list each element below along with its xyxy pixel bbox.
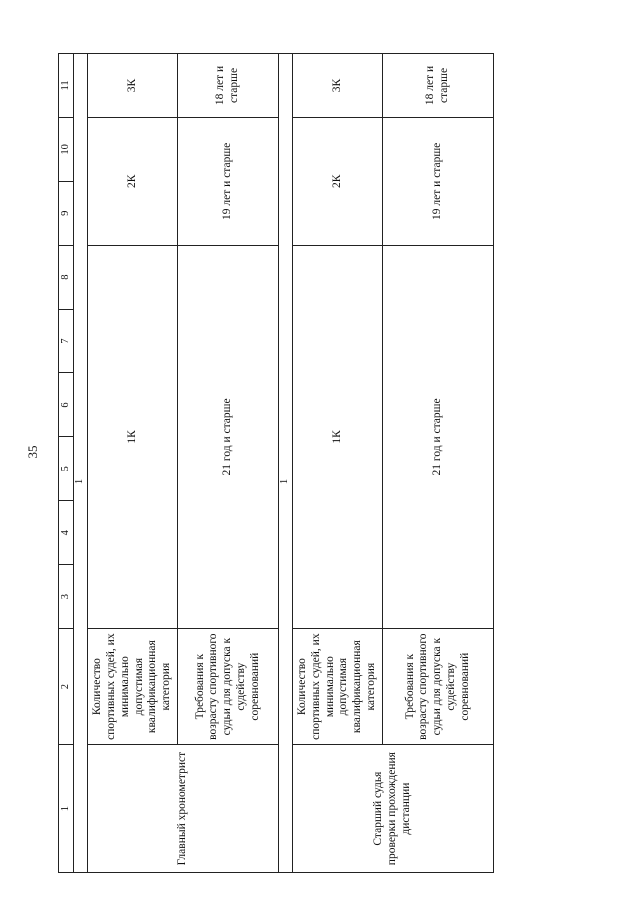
judges-requirements-table — [58, 53, 494, 873]
table-row — [74, 54, 88, 873]
table-row — [278, 54, 292, 873]
category-value: 1К — [87, 245, 178, 628]
age-value: 18 лет и старше — [383, 54, 494, 118]
age-value: 21 год и старше — [178, 245, 279, 628]
column-number: 7 — [59, 309, 74, 373]
column-number: 8 — [59, 245, 74, 309]
category-value: 2К — [87, 117, 178, 245]
age-requirement-label: Требования к возрасту спортивного судьи для допуска к судейству соревнований — [383, 629, 494, 745]
column-number: 9 — [59, 181, 74, 245]
position-name: Старший судья проверки прохождения дистанции — [292, 745, 493, 873]
column-number: 4 — [59, 501, 74, 565]
table-row — [292, 54, 383, 873]
page-number: 35 — [25, 445, 40, 459]
age-value: 19 лет и старше — [178, 117, 279, 245]
age-value: 19 лет и старше — [383, 117, 494, 245]
age-requirement-label: Требования к возрасту спортивного судьи для допуска к судейству соревнований — [178, 629, 279, 745]
column-number: 10 — [59, 117, 74, 181]
column-number: 2 — [59, 629, 74, 745]
category-value: 1К — [292, 245, 383, 628]
column-number: 5 — [59, 437, 74, 501]
column-number: 11 — [59, 54, 74, 118]
rotated-table-container — [58, 53, 494, 873]
category-value: 2К — [292, 117, 383, 245]
position-name: Главный хронометрист — [87, 745, 278, 873]
column-number-row — [59, 54, 74, 873]
count-marker: 1 — [74, 54, 88, 873]
age-value: 21 год и старше — [383, 245, 494, 628]
column-number: 1 — [59, 745, 74, 873]
count-marker: 1 — [278, 54, 292, 873]
category-value: 3К — [292, 54, 383, 118]
column-number: 6 — [59, 373, 74, 437]
column-number: 3 — [59, 565, 74, 629]
count-requirement-label: Количество спортивных судей, их минимально допустимая квалификационная категория — [292, 629, 383, 745]
age-value: 18 лет и старше — [178, 54, 279, 118]
count-requirement-label: Количество спортивных судей, их минимально допустимая квалификационная категория — [87, 629, 178, 745]
table-row — [87, 54, 178, 873]
category-value: 3К — [87, 54, 178, 118]
